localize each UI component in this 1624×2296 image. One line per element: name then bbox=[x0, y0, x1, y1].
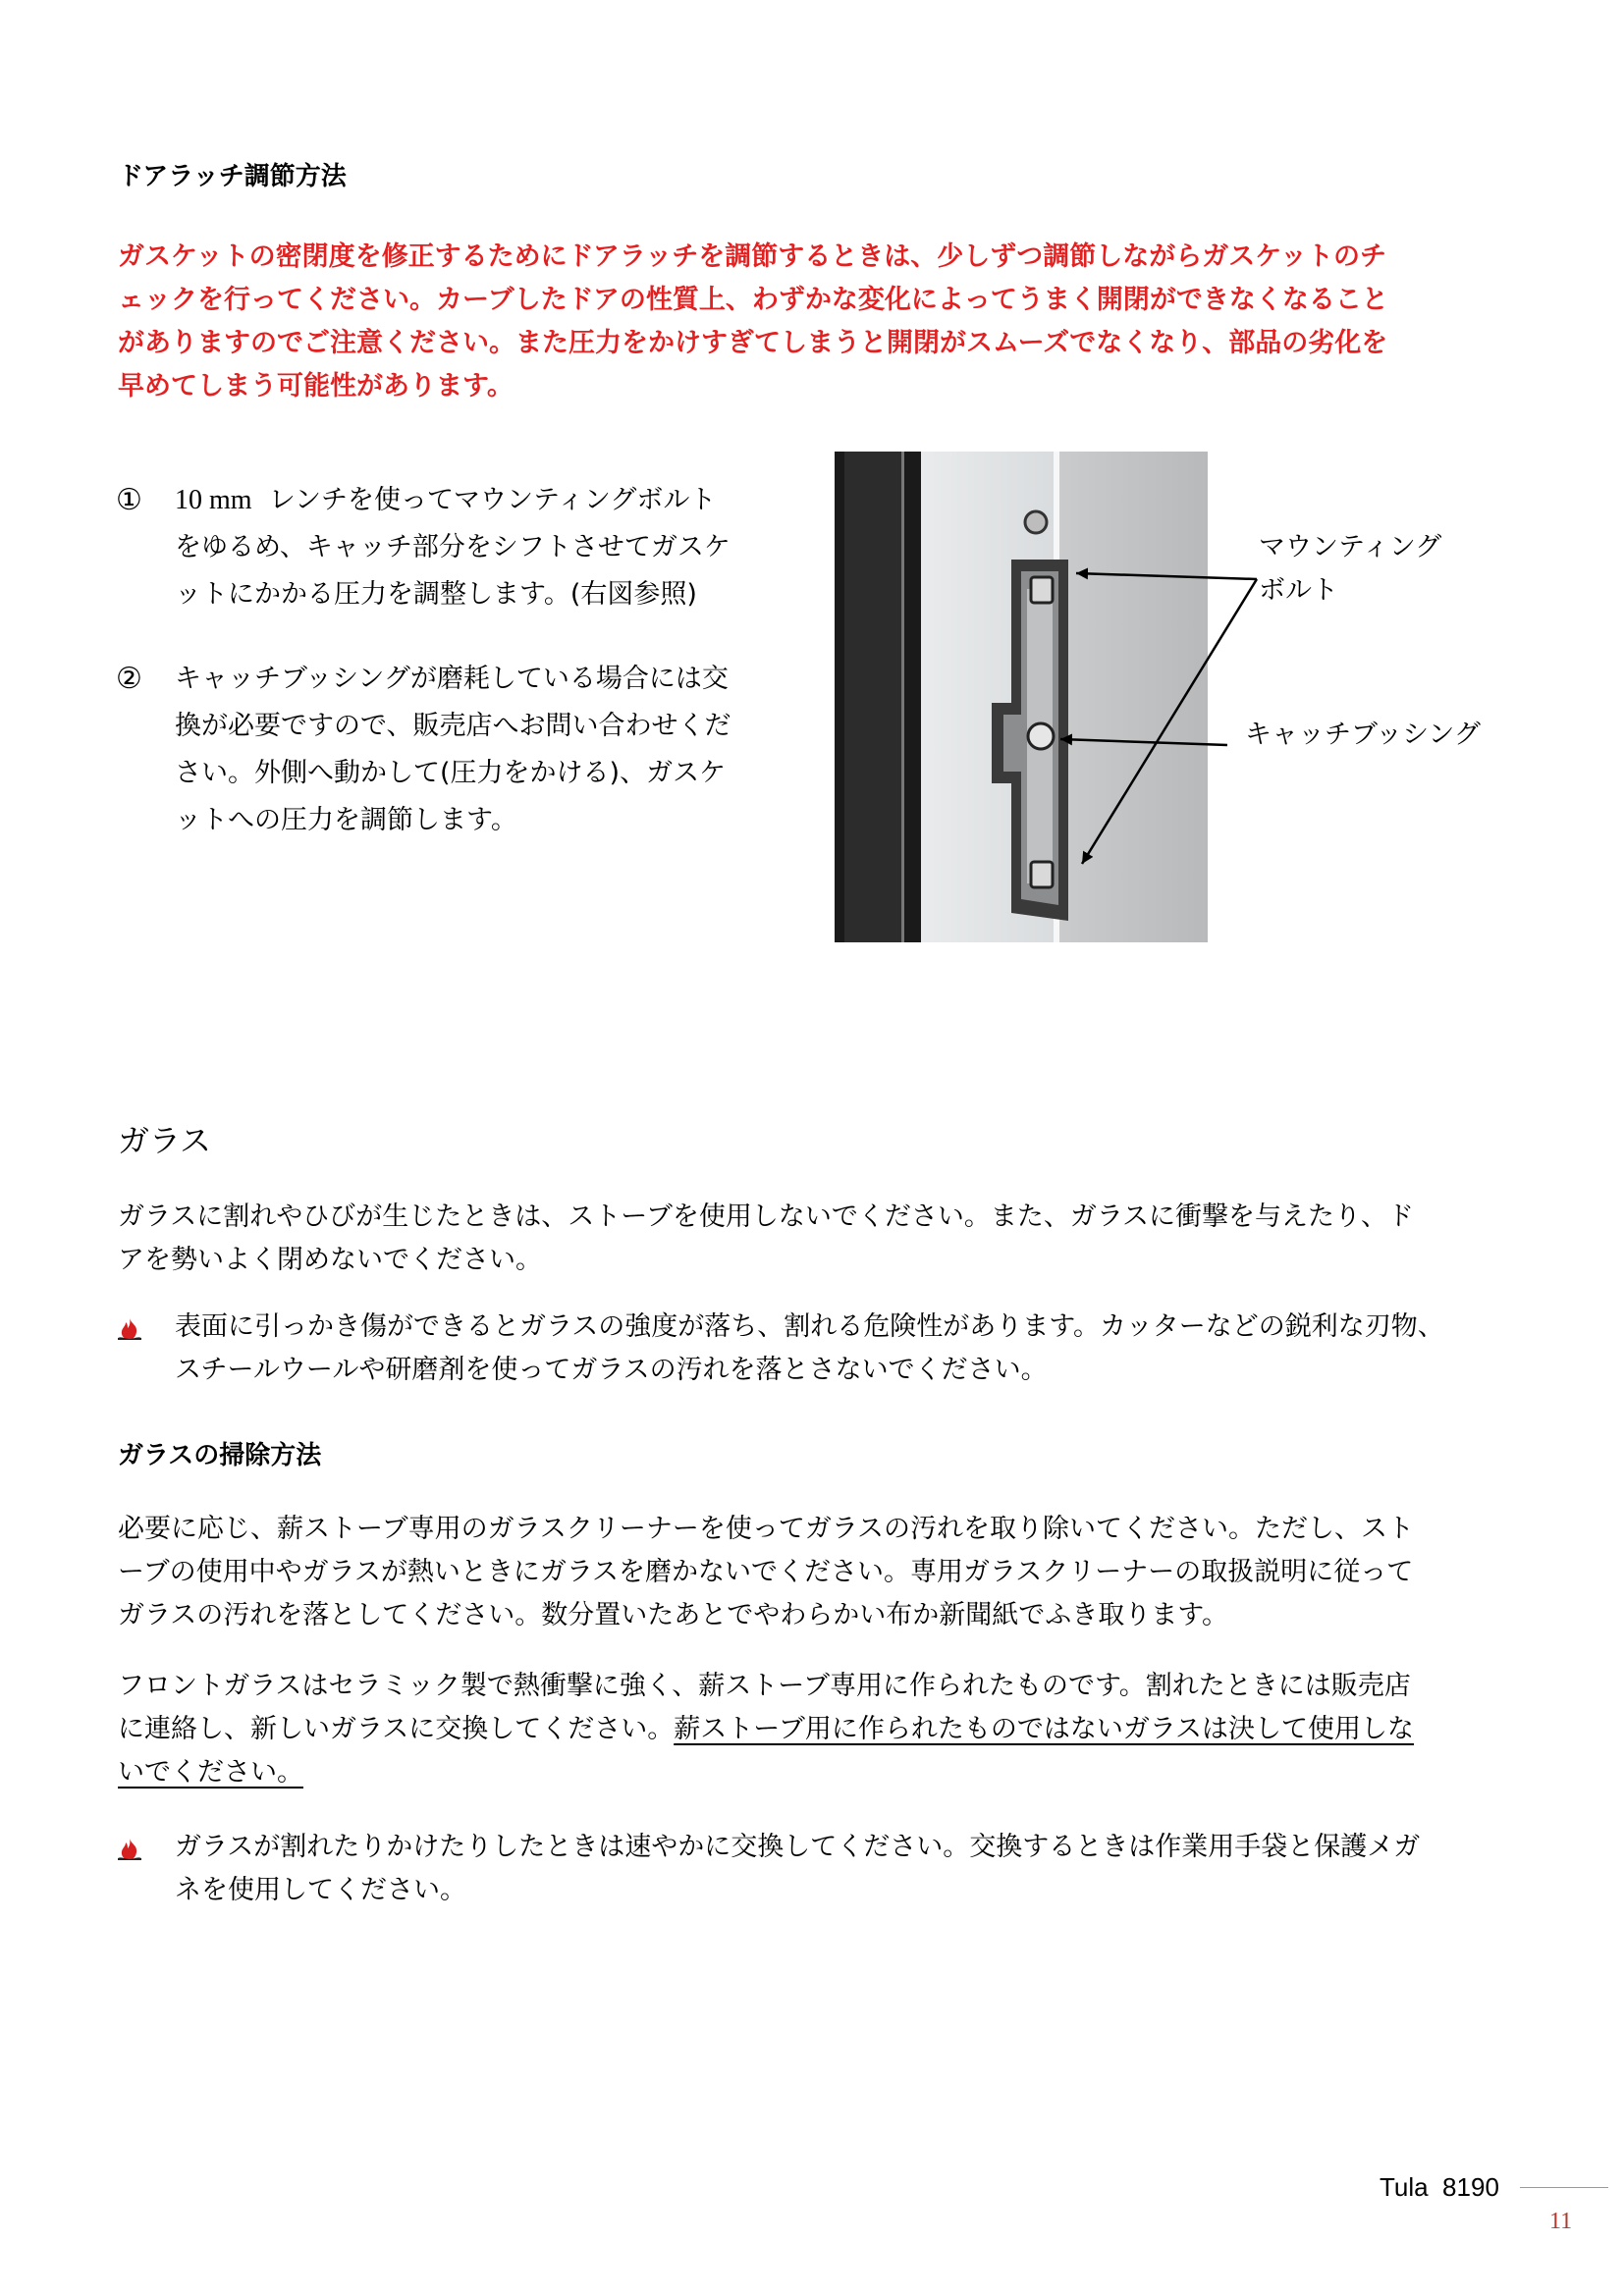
step2-number: ② bbox=[116, 662, 142, 696]
step1-line: レンチを使ってマウンティングボルト bbox=[268, 485, 717, 515]
glass-bullet-2 bbox=[175, 1826, 1530, 1912]
intro-line: アを勢いよく閉めないでください。 bbox=[118, 1245, 542, 1275]
glass-bullet-1 bbox=[175, 1306, 1530, 1392]
warning-line: ェックを行ってください。カーブしたドアの性質上、わずかな変化によってうまく開閉ができなくなること bbox=[118, 285, 1388, 315]
door-edge bbox=[844, 452, 901, 942]
flame-bullet-icon bbox=[116, 1838, 143, 1861]
step1-lead: 10 mm bbox=[175, 485, 252, 515]
top-bolt-icon bbox=[1025, 511, 1047, 533]
glass-intro bbox=[118, 1196, 1512, 1282]
warning-line: がありますのでご注意ください。また圧力をかけすぎてしまうと開閉がスムーズでなくなり、部品の劣化を bbox=[118, 328, 1388, 358]
bullet-line: 表面に引っかき傷ができるとガラスの強度が落ち、割れる危険性があります。カッターなどの鋭利な刃物、 bbox=[175, 1311, 1444, 1342]
warning-line: ガスケットの密閉度を修正するためにドアラッチを調節するときは、少しずつ調節しながらガスケットのチ bbox=[118, 241, 1386, 272]
footer-rule bbox=[1520, 2187, 1608, 2188]
cleaning-heading: ガラスの掃除方法 bbox=[118, 1441, 322, 1470]
glass-title: ガラス bbox=[118, 1122, 212, 1159]
step2-line: さい。外側へ動かして(圧力をかける)、ガスケ bbox=[175, 758, 727, 788]
label-bolt-line: マウンティング bbox=[1259, 532, 1442, 562]
front-glass-paragraph bbox=[118, 1665, 1512, 1794]
cleaning-paragraph bbox=[118, 1508, 1512, 1637]
step1-line: をゆるめ、キャッチ部分をシフトさせてガスケ bbox=[175, 532, 731, 562]
cleaning-line: ーブの使用中やガラスが熱いときにガラスを磨かないでください。専用ガラスクリーナーの取扱説明に従って bbox=[118, 1557, 1414, 1587]
intro-line: ガラスに割れやひびが生じたときは、ストーブを使用しないでください。また、ガラスに衝撃を与えたり、ド bbox=[118, 1201, 1415, 1232]
edge-highlight bbox=[901, 452, 904, 942]
front-line-underlined: いでください。 bbox=[118, 1757, 303, 1788]
bullet-line: ガラスが割れたりかけたりしたときは速やかに交換してください。交換するときは作業用手袋と保護メガ bbox=[175, 1832, 1421, 1862]
front-line-plain: に連絡し、新しいガラスに交換してください。 bbox=[118, 1714, 675, 1744]
latch-warning bbox=[118, 236, 1512, 408]
front-line-underlined: 薪ストーブ用に作られたものではないガラスは決して使用しな bbox=[674, 1714, 1415, 1744]
latch-heading: ドアラッチ調節方法 bbox=[118, 162, 347, 191]
step2-line: キャッチブッシングが磨耗している場合には交 bbox=[175, 664, 729, 694]
cleaning-line: ガラスの汚れを落としてください。数分置いたあとでやわらかい布か新聞紙でふき取ります。 bbox=[118, 1600, 1229, 1630]
step2-line: ットへの圧力を調節します。 bbox=[175, 805, 517, 835]
label-bolt-line: ボルト bbox=[1259, 575, 1338, 606]
footer-title: Tula 8190 bbox=[1380, 2172, 1499, 2202]
step1-number: ① bbox=[116, 483, 142, 517]
mounting-bolt-bottom-icon bbox=[1031, 862, 1053, 887]
flame-bullet-icon bbox=[116, 1317, 143, 1341]
step2-line: 換が必要ですので、販売店へお問い合わせくだ bbox=[175, 711, 731, 741]
front-line: フロントガラスはセラミック製で熱衝撃に強く、薪ストーブ専用に作られたものです。割れたときには販売店 bbox=[118, 1671, 1411, 1701]
step2-text bbox=[175, 656, 803, 844]
label-mounting-bolt bbox=[1259, 526, 1441, 613]
bullet-line: スチールウールや研磨剤を使ってガラスの汚れを落とさないでください。 bbox=[175, 1355, 1048, 1385]
step1-text bbox=[175, 477, 803, 618]
step1-line: ットにかかる圧力を調整します。(右図参照) bbox=[175, 579, 697, 610]
cleaning-line: 必要に応じ、薪ストーブ専用のガラスクリーナーを使ってガラスの汚れを取り除いてください。ただし、スト bbox=[118, 1514, 1415, 1544]
mounting-bolt-top-icon bbox=[1031, 577, 1053, 603]
warning-line: 早めてしまう可能性があります。 bbox=[118, 371, 514, 401]
page-number: 11 bbox=[1549, 2209, 1573, 2234]
label-catch-bushing: キャッチブッシング bbox=[1245, 720, 1481, 750]
catch-bushing-icon bbox=[1028, 723, 1054, 749]
bullet-line: ネを使用してください。 bbox=[175, 1875, 466, 1905]
